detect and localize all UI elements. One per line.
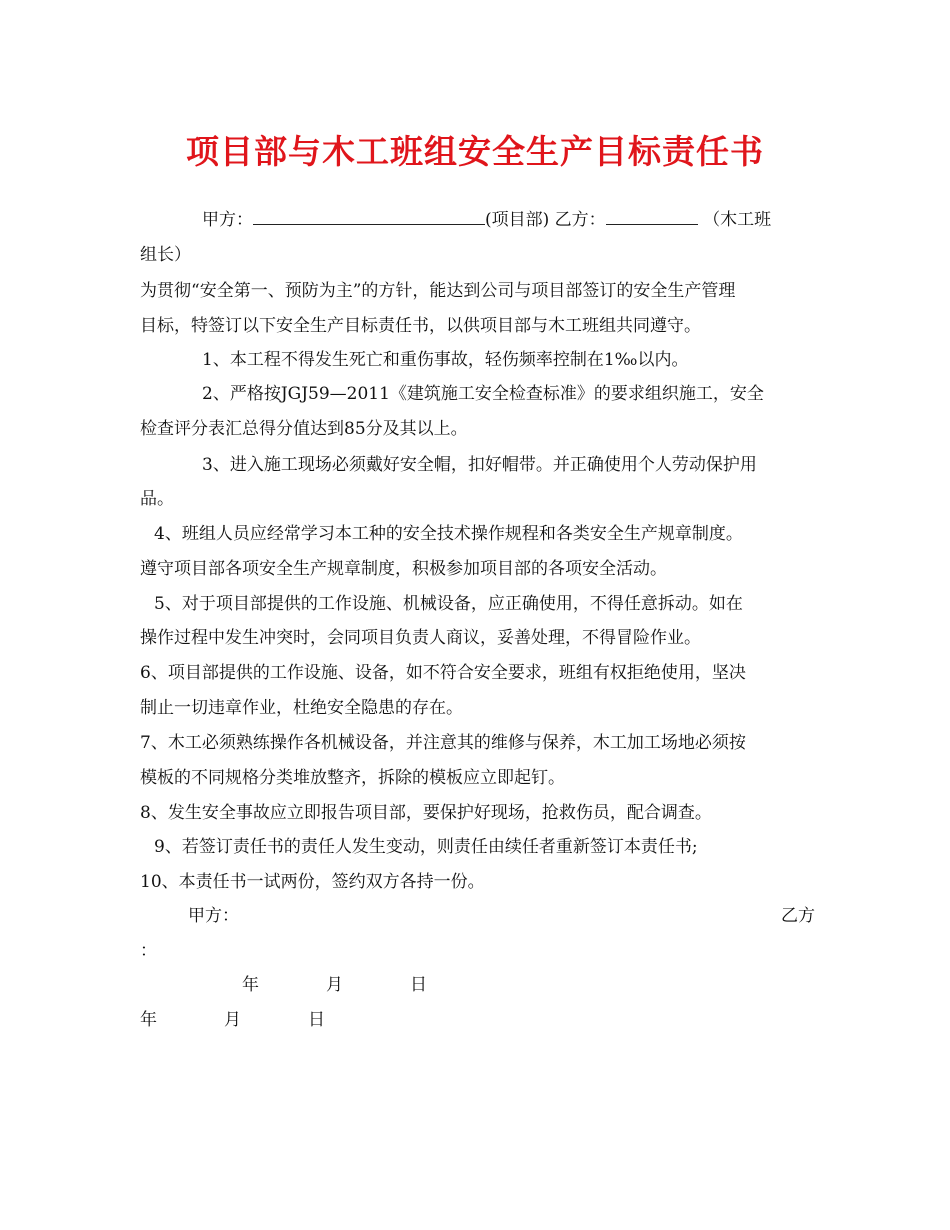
signature-party-b: 乙方 bbox=[781, 906, 815, 926]
intro-line: 目标，特签订以下安全生产目标责任书，以供项目部与木工班组共同遵守。 bbox=[140, 316, 701, 336]
signature-party-a: 甲方： bbox=[188, 906, 239, 926]
item-line: 品。 bbox=[140, 489, 174, 509]
item-line: 1、本工程不得发生死亡和重伤事故，轻伤频率控制在1‰以内。 bbox=[202, 350, 689, 370]
document-title: 项目部与木工班组安全生产目标责任书 bbox=[186, 132, 764, 171]
party-line bbox=[140, 208, 815, 232]
item-line: 10、本责任书一试两份，签约双方各持一份。 bbox=[140, 872, 485, 892]
party-b-label: 乙方： bbox=[554, 210, 606, 230]
item-line: 操作过程中发生冲突时，会同项目负责人商议，妥善处理，不得冒险作业。 bbox=[140, 628, 701, 648]
item-line: 检查评分表汇总得分值达到85分及其以上。 bbox=[140, 419, 468, 439]
party-b-blank[interactable] bbox=[606, 210, 698, 225]
item-line: 6、项目部提供的工作设施、设备，如不符合安全要求，班组有权拒绝使用，坚决 bbox=[140, 663, 746, 683]
party-a-blank[interactable] bbox=[253, 210, 485, 225]
item-line: 2、严格按JGJ59—2011《建筑施工安全检查标准》的要求组织施工，安全 bbox=[202, 384, 764, 404]
date-a-year: 年 bbox=[242, 975, 259, 995]
item-line: 制止一切违章作业，杜绝安全隐患的存在。 bbox=[140, 698, 463, 718]
item-line: 8、发生安全事故应立即报告项目部，要保护好现场，抢救伤员，配合调查。 bbox=[140, 803, 712, 823]
date-a-day: 日 bbox=[410, 975, 427, 995]
item-line: 9、若签订责任书的责任人发生变动，则责任由续任者重新签订本责任书; bbox=[154, 837, 698, 857]
party-b-suffix: （木工班 bbox=[703, 210, 772, 230]
item-line: 7、木工必须熟练操作各机械设备，并注意其的维修与保养，木工加工场地必须按 bbox=[140, 733, 746, 753]
item-line: 5、对于项目部提供的工作设施、机械设备，应正确使用，不得任意拆动。如在 bbox=[154, 594, 743, 614]
date-a-month: 月 bbox=[326, 975, 343, 995]
item-line: 模板的不同规格分类堆放整齐，拆除的模板应立即起钉。 bbox=[140, 768, 565, 788]
party-a-label: 甲方： bbox=[202, 210, 253, 230]
date-b-day: 日 bbox=[308, 1010, 325, 1030]
item-line: 遵守项目部各项安全生产规章制度，积极参加项目部的各项安全活动。 bbox=[140, 559, 667, 579]
item-line: 4、班组人员应经常学习本工种的安全技术操作规程和各类安全生产规章制度。 bbox=[154, 524, 743, 544]
date-b-month: 月 bbox=[224, 1010, 241, 1030]
party-line-continuation: 组长） bbox=[140, 245, 191, 265]
party-a-suffix: (项目部) bbox=[485, 210, 550, 230]
signature-line bbox=[140, 904, 815, 928]
signature-colon: ： bbox=[140, 941, 157, 961]
date-b-year: 年 bbox=[140, 1010, 157, 1030]
intro-line: 为贯彻“安全第一、预防为主”的方针，能达到公司与项目部签订的安全生产管理 bbox=[140, 281, 736, 301]
item-line: 3、进入施工现场必须戴好安全帽，扣好帽带。并正确使用个人劳动保护用 bbox=[202, 455, 757, 475]
